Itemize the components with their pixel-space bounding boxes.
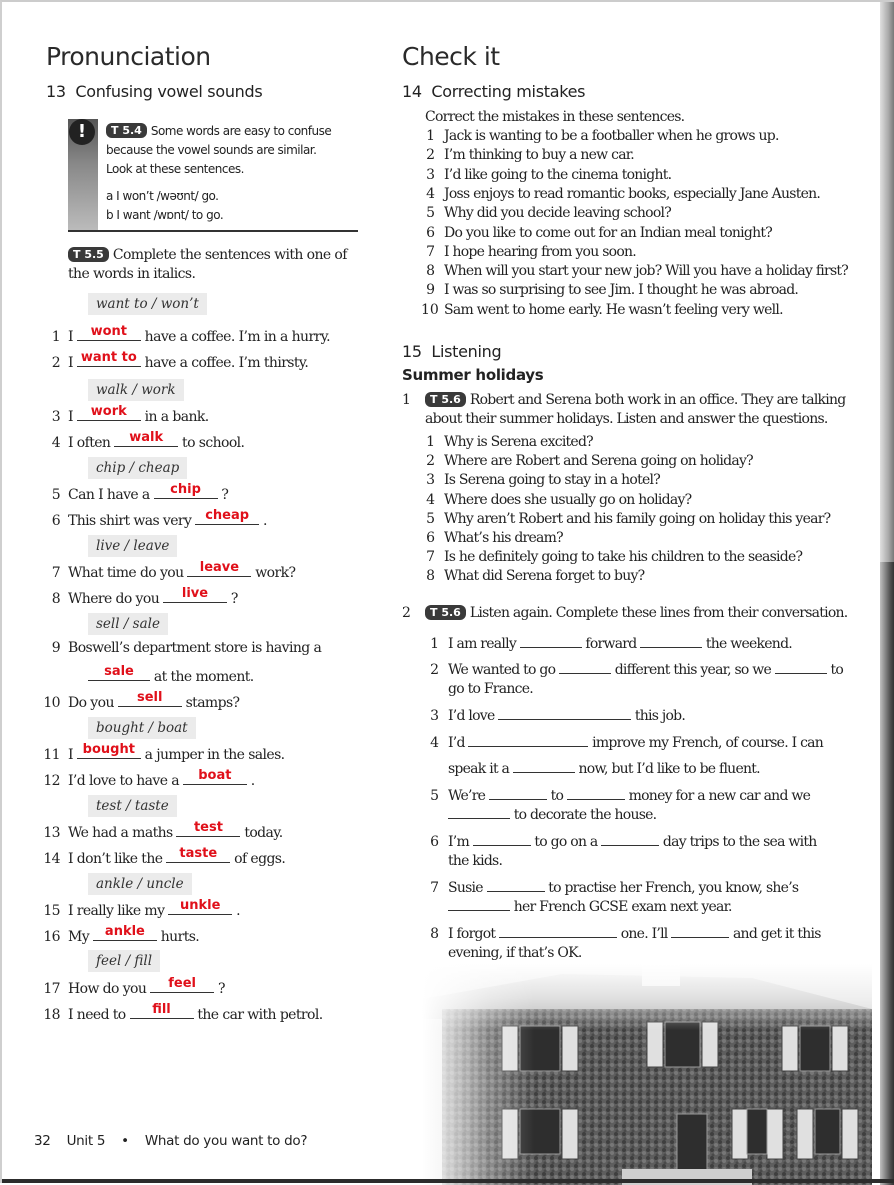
exercise-item (36, 743, 285, 765)
exercise-item (36, 483, 228, 505)
conversation-line (425, 833, 817, 852)
blank-field[interactable] (489, 787, 547, 800)
answer-blank[interactable] (118, 691, 182, 707)
item-number: 3 (51, 409, 60, 425)
line-text: I’d love (448, 708, 495, 724)
info-line-3: Look at these sentences. (106, 162, 244, 176)
word-choice-box: want to / won’t (88, 293, 207, 315)
exercise-item (36, 769, 255, 791)
question-number: 6 (426, 530, 435, 546)
example-b: b I want /wɒnt/ to go. (106, 208, 224, 222)
exercise-item (36, 639, 321, 658)
blank-field[interactable] (499, 925, 617, 938)
line-text: to practise her French, you know, she’s (548, 880, 799, 896)
exercise-item (36, 1003, 323, 1025)
answer-blank[interactable] (163, 587, 227, 603)
line-text: I forgot (448, 926, 496, 942)
answer-text: sale (104, 664, 134, 679)
part-1-intro-2: about their summer holidays. Listen and answer the questions. (425, 411, 828, 427)
answer-text: ankle (104, 924, 145, 939)
conversation-line-cont: go to France. (448, 681, 533, 697)
item-number: 11 (43, 747, 60, 763)
line-number: 1 (430, 636, 439, 652)
item-text-after: of eggs. (234, 851, 286, 867)
word-choice-box: sell / sale (88, 613, 168, 635)
item-text-after: a jumper in the sales. (144, 747, 285, 763)
page-number: 32 (34, 1133, 51, 1149)
line-text: and get it this (732, 926, 821, 942)
info-line-2: because the vowel sounds are similar. (106, 143, 317, 157)
sentence-text: Jack is wanting to be a footballer when he grows up. (444, 128, 779, 144)
line-text: forward (585, 636, 637, 652)
item-number: 9 (51, 640, 60, 656)
conversation-line (425, 635, 792, 654)
mistake-sentence (421, 204, 671, 223)
sentence-text: I’m thinking to buy a new car. (444, 147, 634, 164)
blank-field[interactable] (473, 833, 531, 846)
question-number: 5 (426, 510, 435, 527)
sentence-text: I was so surprising to see Jim. I thought he was abroad. (444, 282, 799, 299)
item-text-before: My (68, 929, 90, 945)
mistake-sentence (421, 127, 779, 146)
line-text: now, but I’d like to be fluent. (578, 761, 760, 777)
example-a: a I won’t /wəʊnt/ go. (106, 189, 219, 203)
item-number: 6 (51, 513, 60, 529)
item-text-before: I don’t like the (68, 851, 163, 867)
line-text: money for a new car and we (628, 788, 811, 804)
part-1-intro-line-1: Robert and Serena both work in an office. They are talking (469, 392, 846, 408)
item-number: 17 (43, 981, 60, 997)
item-text-before: I really like my (68, 903, 165, 919)
question-number: 7 (426, 549, 435, 566)
sentence-text: Why did you decide leaving school? (444, 205, 671, 222)
sentence-text: When will you start your new job? Will you have a holiday first? (444, 263, 849, 280)
item-number: 2 (51, 355, 60, 371)
item-number: 5 (426, 205, 435, 222)
listening-question (421, 471, 660, 490)
item-text-before: We had a maths (68, 825, 173, 841)
answer-blank[interactable] (176, 821, 240, 837)
item-number: 13 (43, 825, 60, 841)
item-number: 18 (43, 1007, 60, 1023)
conversation-line (425, 734, 823, 753)
blank-field[interactable] (513, 760, 575, 773)
line-number: 7 (430, 880, 439, 896)
item-number: 1 (426, 128, 435, 144)
mistake-sentence (421, 224, 772, 243)
part-2-intro-text: Listen again. Complete these lines from their conversation. (469, 605, 848, 621)
exercise-instruction (68, 246, 347, 284)
info-box-text (106, 122, 358, 225)
section-14-instruction: Correct the mistakes in these sentences. (425, 109, 685, 125)
answer-text: sell (136, 690, 163, 705)
page-footer (34, 1133, 319, 1149)
conversation-line-cont (448, 806, 656, 825)
answer-text: leave (199, 560, 240, 575)
answer-blank[interactable] (77, 743, 141, 759)
word-choice-box: ankle / uncle (88, 873, 192, 895)
sentence-text: I hope hearing from you soon. (444, 243, 636, 260)
section-13-heading (46, 82, 262, 101)
exercise-item-cont (88, 665, 254, 687)
audio-track-badge[interactable]: T 5.6 (425, 605, 466, 620)
blank-field[interactable] (487, 879, 545, 892)
exercise-item (36, 325, 330, 347)
sentence-text: Sam went to home early. He wasn’t feeling very well. (444, 301, 783, 318)
blank-field[interactable] (448, 898, 510, 911)
word-choice-box: walk / work (88, 379, 184, 401)
item-number: 1 (51, 329, 60, 345)
answer-blank[interactable] (77, 351, 141, 367)
line-text: I am really (448, 636, 516, 652)
line-text: We’re (448, 788, 486, 804)
item-text-before: I (68, 355, 73, 371)
item-number: 12 (43, 773, 60, 789)
word-choice-box: bought / boat (88, 717, 196, 739)
item-text-after: ? (218, 981, 225, 997)
conversation-line (425, 925, 821, 944)
question-text: Is Serena going to stay in a hotel? (444, 472, 660, 489)
mistake-sentence (421, 146, 634, 165)
exercise-item (36, 925, 199, 947)
unit-label: Unit 5 (66, 1133, 106, 1149)
item-number: 9 (426, 282, 435, 299)
answer-blank[interactable] (183, 769, 247, 785)
blank-field[interactable] (601, 833, 659, 846)
item-text-after: . (236, 903, 240, 919)
item-text-after: have a coffee. I’m in a hurry. (144, 329, 330, 345)
line-text: to (550, 788, 564, 804)
item-number: 2 (426, 147, 435, 164)
exercise-item (36, 405, 209, 427)
item-number: 10 (421, 301, 439, 318)
question-text: What’s his dream? (444, 530, 563, 546)
instruction-line-2: the words in italics. (68, 266, 196, 282)
listening-question (421, 510, 830, 529)
part-number: 2 (402, 605, 411, 621)
blank-field[interactable] (448, 806, 510, 819)
part-1-intro (402, 391, 846, 410)
line-text: different this year, so we (614, 662, 772, 678)
item-number: 14 (43, 851, 60, 867)
item-text-after: today. (244, 825, 283, 841)
line-text: one. I’ll (620, 926, 668, 942)
question-text: Why aren’t Robert and his family going on holiday this year? (444, 510, 831, 527)
line-text: I’d (448, 735, 465, 751)
answer-text: boat (198, 768, 232, 783)
page-bottom-edge (2, 1179, 894, 1183)
conversation-line-cont: evening, if that’s OK. (448, 945, 582, 961)
item-number: 7 (51, 565, 60, 581)
listening-question (421, 452, 753, 471)
item-text-before: Boswell’s department store is having a (68, 640, 322, 656)
section-number: 15 (402, 342, 422, 361)
item-number: 4 (51, 435, 60, 451)
answer-blank[interactable] (93, 925, 157, 941)
section-number: 14 (402, 82, 422, 101)
answer-blank[interactable] (114, 431, 178, 447)
item-text-before: How do you (68, 981, 147, 997)
item-text-before: I often (68, 435, 111, 451)
answer-text: taste (179, 846, 218, 861)
line-number: 2 (430, 662, 439, 678)
mistake-sentence (421, 243, 636, 262)
sentence-text: Joss enjoys to read romantic books, especially Jane Austen. (444, 185, 821, 202)
exercise-item (36, 691, 239, 713)
word-choice-box: chip / cheap (88, 457, 187, 479)
item-text-after: at the moment. (153, 669, 254, 685)
answer-text: want to (80, 350, 137, 365)
answer-text: walk (129, 430, 164, 445)
item-text-before: This shirt was very (68, 513, 192, 529)
info-box (68, 119, 358, 232)
item-text-after: stamps? (185, 695, 240, 711)
line-text: Susie (448, 880, 483, 896)
section-title: Confusing vowel sounds (75, 82, 263, 101)
exercise-item (36, 351, 308, 373)
conversation-line (425, 661, 843, 680)
answer-blank[interactable] (88, 665, 150, 681)
blank-field[interactable] (567, 787, 625, 800)
conversation-line (425, 879, 798, 898)
info-line-1: Some words are easy to confuse (150, 124, 332, 138)
exercise-item (36, 977, 225, 999)
word-choice-box: test / taste (88, 795, 177, 817)
line-text: speak it a (448, 761, 510, 777)
mistake-sentence (421, 185, 820, 204)
answer-blank[interactable] (130, 1003, 194, 1019)
word-choice-box: live / leave (88, 535, 177, 557)
audio-track-badge[interactable]: T 5.4 (106, 123, 147, 138)
item-text-before: What time do you (68, 565, 184, 581)
part-number: 1 (402, 392, 411, 408)
line-text: the weekend. (705, 636, 792, 652)
sentence-text: Do you like to come out for an Indian meal tonight? (444, 224, 772, 241)
item-text-after: in a bank. (144, 409, 209, 425)
item-text-after: . (263, 513, 267, 529)
conversation-line-cont (448, 760, 760, 779)
listening-question (421, 548, 802, 567)
item-number: 6 (426, 224, 435, 241)
question-number: 2 (426, 453, 435, 470)
answer-blank[interactable] (77, 325, 141, 341)
answer-text: live (181, 586, 209, 601)
part-2-intro (402, 604, 848, 623)
item-text-before: I need to (68, 1007, 126, 1023)
blank-field[interactable] (640, 635, 702, 648)
line-number: 8 (430, 926, 439, 942)
section-title: Listening (431, 342, 502, 361)
answer-text: unkle (180, 898, 221, 913)
item-text-after: . (250, 773, 255, 789)
audio-track-badge[interactable]: T 5.5 (68, 247, 109, 262)
answer-text: bought (82, 742, 135, 757)
answer-text: wont (90, 324, 127, 339)
answer-text: cheap (205, 508, 250, 523)
answer-blank[interactable] (195, 509, 259, 525)
question-text: Where does she usually go on holiday? (444, 491, 692, 508)
answer-blank[interactable] (168, 899, 232, 915)
item-text-before: I’d love to have a (68, 773, 180, 789)
blank-field[interactable] (520, 635, 582, 648)
item-text-before: Do you (68, 695, 114, 711)
line-number: 3 (430, 708, 439, 724)
line-text: to go on a (534, 834, 598, 850)
line-number: 6 (430, 834, 439, 850)
exercise-item (36, 587, 238, 609)
item-number: 8 (426, 263, 435, 280)
question-text: Why is Serena excited? (444, 434, 593, 450)
line-number: 5 (430, 788, 439, 804)
blank-field[interactable] (559, 661, 611, 674)
page-gutter-shadow-lower (880, 562, 894, 1185)
conversation-line (425, 787, 810, 806)
mistake-sentence (421, 262, 848, 281)
pronunciation-heading: Pronunciation (46, 42, 211, 71)
item-text-after: the car with petrol. (197, 1007, 323, 1023)
listening-question (421, 529, 563, 548)
bullet-separator: • (121, 1133, 129, 1149)
ivy-house-photo (422, 964, 872, 1185)
item-text-after: work? (255, 565, 296, 581)
question-number: 3 (426, 472, 435, 489)
item-text-after: ? (221, 487, 229, 503)
line-text: to (830, 662, 844, 678)
exercise-item (36, 561, 295, 583)
conversation-line-cont (448, 898, 732, 917)
question-number: 1 (426, 434, 435, 450)
exercise-item (36, 431, 244, 453)
section-15-heading (402, 342, 501, 361)
blank-field[interactable] (775, 661, 827, 674)
section-number: 13 (46, 82, 66, 101)
answer-text: fill (152, 1002, 171, 1017)
item-text-after: ? (230, 591, 238, 607)
item-number: 7 (426, 243, 435, 260)
listening-question (421, 491, 691, 510)
item-text-before: Can I have a (68, 487, 150, 503)
conversation-line (425, 707, 685, 726)
mistake-sentence (421, 166, 671, 185)
item-number: 3 (426, 166, 435, 183)
listening-question (421, 567, 644, 586)
mistake-sentence (421, 281, 798, 300)
line-text: to decorate the house. (513, 807, 657, 823)
line-text: day trips to the sea with (662, 834, 817, 850)
item-text-after: hurts. (160, 929, 200, 945)
exercise-item (36, 821, 283, 843)
answer-blank[interactable] (166, 847, 230, 863)
question-number: 8 (426, 568, 435, 585)
item-text-before: I (68, 329, 73, 345)
item-number: 16 (43, 929, 60, 945)
item-number: 10 (43, 695, 60, 711)
item-text-before: I (68, 409, 73, 425)
audio-track-badge[interactable]: T 5.6 (425, 392, 466, 407)
item-number: 5 (51, 487, 60, 503)
answer-blank[interactable] (77, 405, 141, 421)
line-text: this job. (634, 708, 686, 724)
item-text-after: to school. (182, 435, 245, 451)
answer-text: work (90, 404, 127, 419)
mistake-sentence (421, 301, 783, 320)
answer-text: chip (170, 482, 201, 497)
question-text: What did Serena forget to buy? (444, 568, 645, 585)
item-number: 8 (51, 591, 60, 607)
line-text: I’m (448, 834, 470, 850)
item-number: 4 (426, 185, 435, 202)
conversation-line-cont: the kids. (448, 853, 503, 869)
instruction-line-1: Complete the sentences with one of (112, 247, 347, 263)
question-number: 4 (426, 491, 435, 508)
sentence-text: I’d like going to the cinema tonight. (444, 166, 672, 183)
answer-blank[interactable] (187, 561, 251, 577)
exercise-item (36, 847, 285, 869)
word-choice-box: feel / fill (88, 950, 160, 972)
exercise-item (36, 509, 267, 531)
exercise-item (36, 899, 240, 921)
answer-text: feel (168, 976, 197, 991)
item-text-before: Where do you (68, 591, 160, 607)
section-title: Correcting mistakes (431, 82, 586, 101)
blank-field[interactable] (468, 734, 588, 747)
line-number: 4 (430, 735, 439, 751)
exclamation-icon: ! (69, 119, 95, 145)
answer-text: test (193, 820, 223, 835)
item-text-before: I (68, 747, 73, 763)
answer-blank[interactable] (154, 483, 218, 499)
question-text: Is he definitely going to take his children to the seaside? (444, 549, 803, 566)
line-text: her French GCSE exam next year. (513, 899, 732, 915)
line-text: We wanted to go (448, 662, 556, 678)
question-text: Where are Robert and Serena going on holiday? (444, 453, 753, 470)
item-text-after: have a coffee. I’m thirsty. (144, 355, 309, 371)
answer-blank[interactable] (150, 977, 214, 993)
unit-title: What do you want to do? (144, 1133, 308, 1149)
check-it-heading: Check it (402, 42, 500, 71)
section-14-heading (402, 82, 585, 101)
item-number: 15 (43, 903, 60, 919)
section-15-subtitle: Summer holidays (402, 366, 544, 384)
blank-field[interactable] (498, 707, 631, 720)
blank-field[interactable] (671, 925, 729, 938)
line-text: improve my French, of course. I can (592, 735, 824, 751)
listening-question (421, 433, 593, 452)
